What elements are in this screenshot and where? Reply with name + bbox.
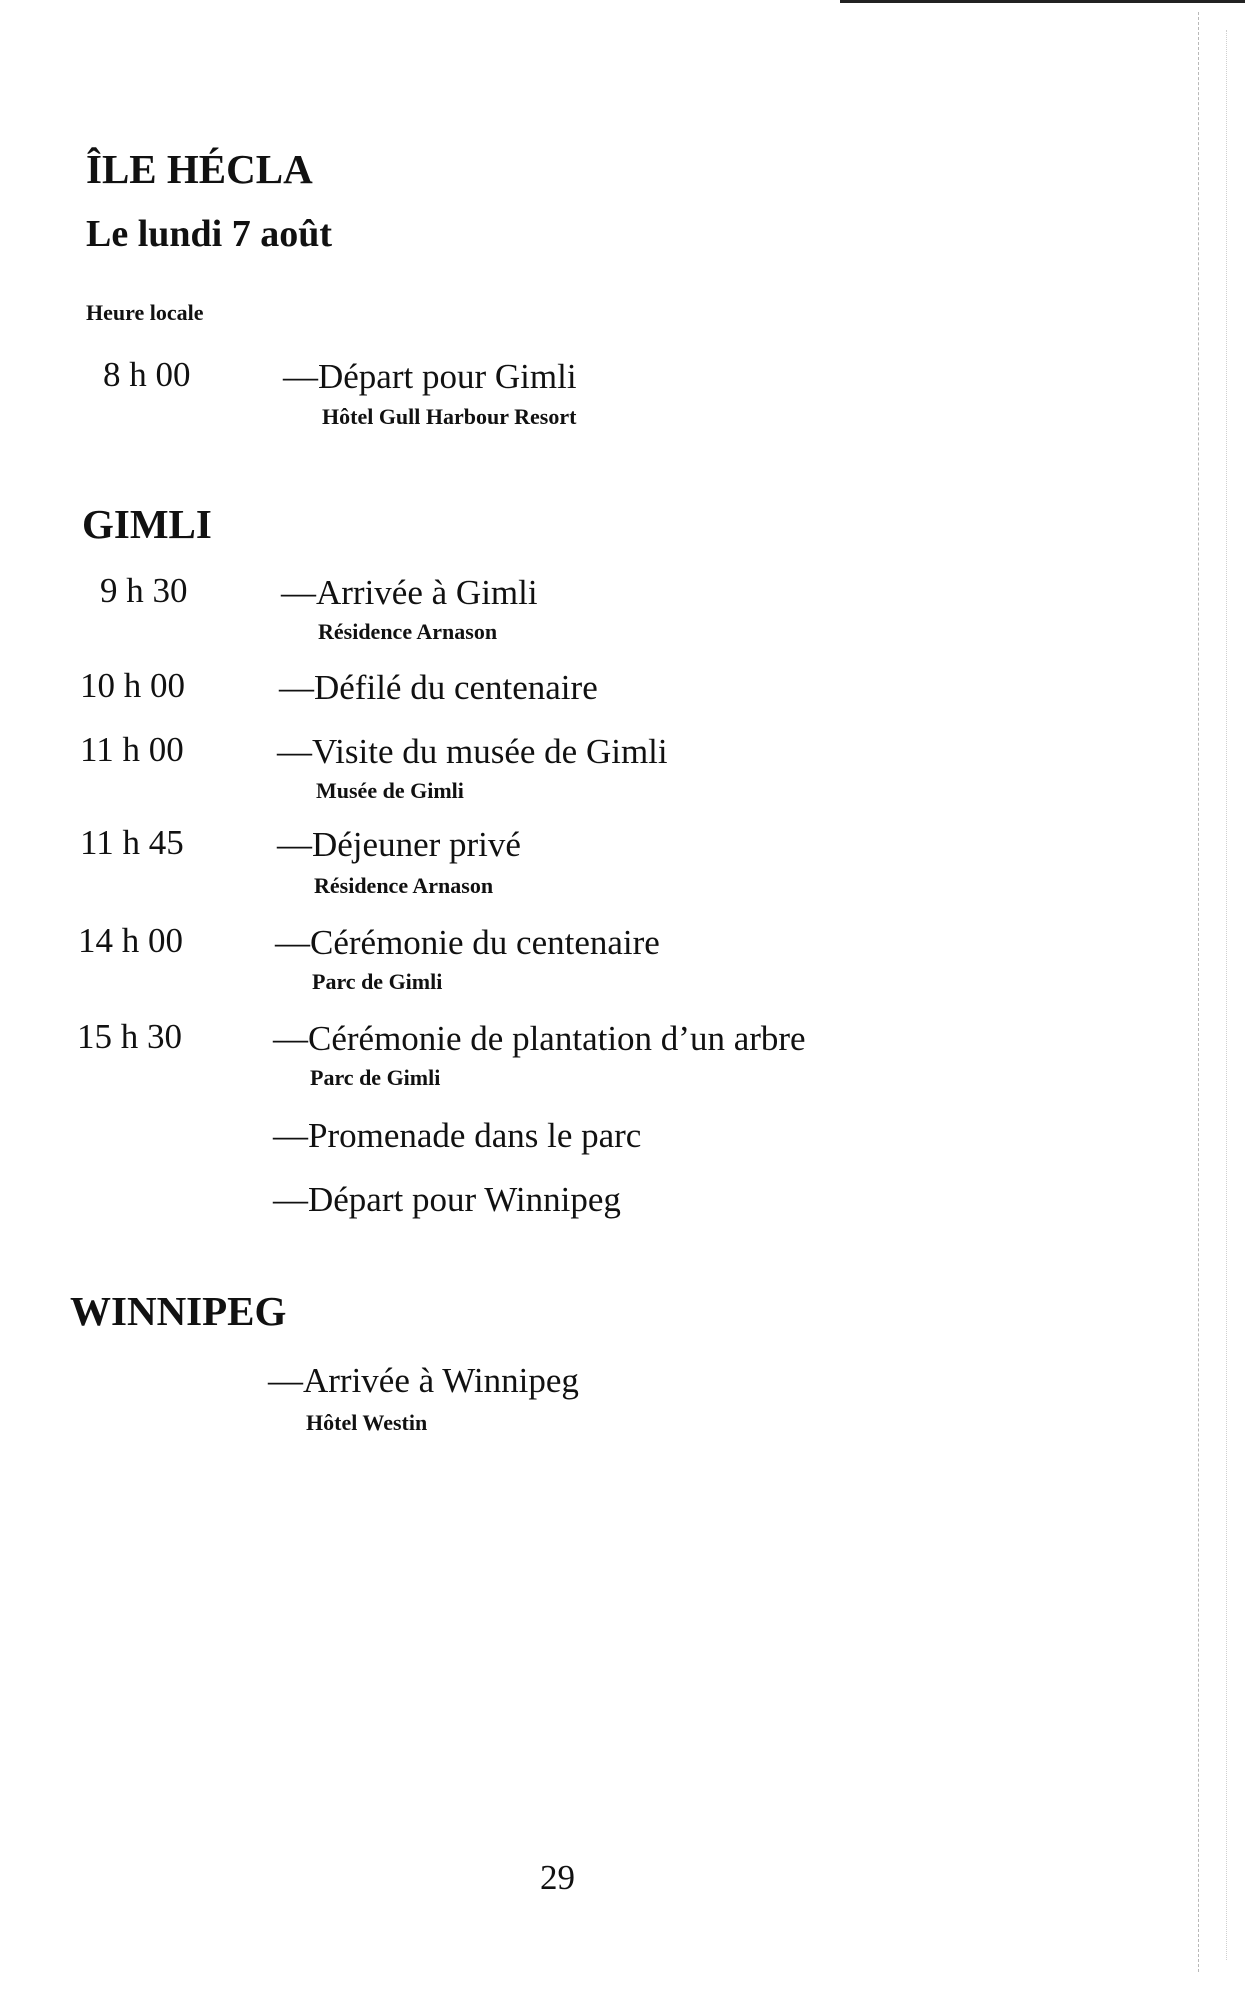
event-title: —Arrivée à Winnipeg — [268, 1361, 579, 1400]
event-location: Résidence Arnason — [314, 873, 494, 898]
page-edge-line — [1198, 12, 1199, 1972]
event-title: —Défilé du centenaire — [279, 668, 598, 707]
event-location: Hôtel Gull Harbour Resort — [322, 404, 577, 429]
event-title: —Départ pour Winnipeg — [273, 1180, 621, 1219]
event-location: Parc de Gimli — [312, 969, 443, 994]
event-title: —Promenade dans le parc — [273, 1116, 642, 1155]
event-date: Le lundi 7 août — [86, 213, 333, 255]
local-time-label: Heure locale — [86, 300, 204, 325]
section-heading-winnipeg: WINNIPEG — [70, 1288, 287, 1334]
event-time: 15 h 30 — [77, 1017, 182, 1056]
event-time: 14 h 00 — [78, 921, 183, 960]
event-location: Résidence Arnason — [318, 619, 498, 644]
event-time: 8 h 00 — [103, 355, 191, 394]
top-edge-rule — [840, 0, 1245, 3]
event-title: —Cérémonie de plantation d’un arbre — [273, 1019, 806, 1058]
event-title: —Déjeuner privé — [277, 825, 521, 864]
section-heading-ile-hecla: ÎLE HÉCLA — [86, 146, 313, 192]
event-time: 9 h 30 — [100, 571, 188, 610]
event-location: Parc de Gimli — [310, 1065, 441, 1090]
event-time: 11 h 45 — [80, 823, 184, 862]
event-time: 10 h 00 — [80, 666, 185, 705]
event-title: —Visite du musée de Gimli — [277, 732, 668, 771]
section-heading-gimli: GIMLI — [82, 501, 212, 547]
page-number: 29 — [540, 1858, 575, 1897]
event-title: —Départ pour Gimli — [283, 357, 577, 396]
event-title: —Arrivée à Gimli — [281, 573, 538, 612]
event-location: Hôtel Westin — [306, 1410, 428, 1435]
event-title: —Cérémonie du centenaire — [275, 923, 660, 962]
page-edge-line — [1226, 30, 1227, 1960]
event-time: 11 h 00 — [80, 730, 184, 769]
event-location: Musée de Gimli — [316, 778, 464, 803]
